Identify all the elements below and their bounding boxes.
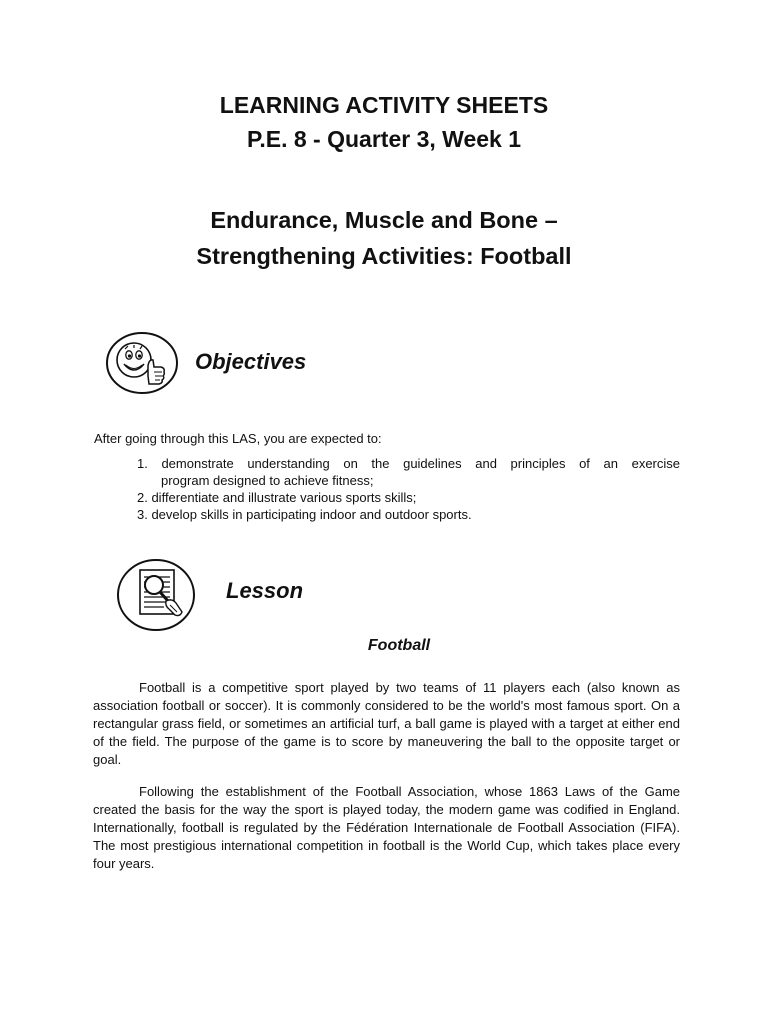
objective-1-line-1: 1. demonstrate understanding on the guidelines and principles of an exercise xyxy=(137,456,680,471)
objective-1-line-2: program designed to achieve fitness; xyxy=(161,473,374,488)
subtitle-line-1: Endurance, Muscle and Bone – xyxy=(210,207,558,233)
lesson-heading: Lesson xyxy=(226,578,304,603)
lesson-paragraph-1: Football is a competitive sport played by two teams of 11 players each (also known as association football or soccer). It is commonly considered to be the world's most famous sport. On a rectangular grass field, or sometimes an artificial turf, a ball game is played with a target at either end of the field. The purpose of the game is to score by maneuvering the ball to the opposite target or goal. xyxy=(93,680,680,767)
subtitle-line-2: Strengthening Activities: Football xyxy=(196,243,572,269)
title-line-1: LEARNING ACTIVITY SHEETS xyxy=(219,92,549,118)
objectives-list xyxy=(137,455,680,523)
objective-item-2: 2. differentiate and illustrate various sports skills; xyxy=(137,490,417,505)
lesson-subtitle: Football xyxy=(367,637,431,654)
objective-item-3: 3. develop skills in participating indoor and outdoor sports. xyxy=(137,507,472,522)
objectives-intro: After going through this LAS, you are expected to: xyxy=(94,431,382,446)
magnifying-glass-document-icon xyxy=(114,557,198,635)
objective-item-1 xyxy=(137,455,680,489)
title-line-2: P.E. 8 - Quarter 3, Week 1 xyxy=(246,126,521,152)
objectives-heading: Objectives xyxy=(195,349,307,374)
document-subtitle xyxy=(0,202,768,274)
lesson-paragraph-2: Following the establishment of the Football Association, whose 1863 Laws of the Game created the basis for the way the sport is played today, the modern game was codified in England. Internationally, football is regulated by the Fédération Internationale de Football Association (FIFA). The most prestigious international competition in football is the World Cup, which takes place every four years. xyxy=(93,784,680,871)
document-title xyxy=(0,88,768,156)
smiley-thumbs-up-icon xyxy=(104,330,180,396)
